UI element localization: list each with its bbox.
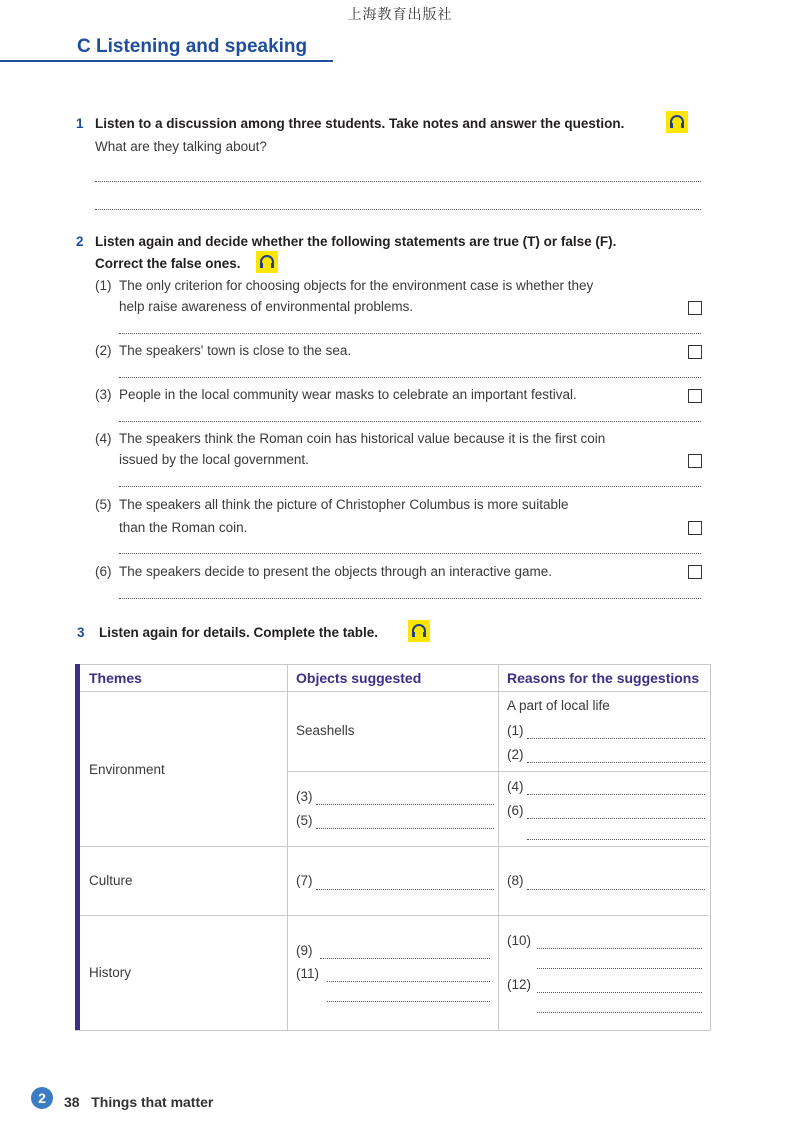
q2-number: 2 [76,234,84,249]
answer-line[interactable] [316,828,494,829]
blank-label: (12) [507,977,532,992]
statement-label: (5) [95,497,112,512]
theme-history: History [89,965,132,980]
page-number: 38 [64,1094,80,1110]
answer-line[interactable] [527,839,705,840]
q2-instruction-2: Correct the false ones. [95,256,241,271]
statement-3 [95,384,577,405]
statement-text: The speakers' town is close to the sea. [119,343,352,358]
q1-prompt: What are they talking about? [95,139,267,154]
answer-line[interactable] [527,818,705,819]
table-divider [80,691,709,692]
answer-line[interactable] [537,1012,702,1013]
headphones-icon[interactable] [666,111,688,133]
answer-line[interactable] [527,889,705,890]
section-title: C Listening and speaking [77,36,308,57]
blank-label: (1) [507,723,524,738]
q1-answer-line[interactable] [95,209,701,210]
publisher-name: 上海教育出版社 [347,7,453,23]
statement-label: (2) [95,343,112,358]
blank-label: (5) [296,813,313,828]
table-divider [288,771,709,772]
q1-answer-line[interactable] [95,181,701,182]
headphones-icon[interactable] [256,251,278,273]
tf-checkbox[interactable] [688,565,702,579]
blank-label: (7) [296,873,313,888]
tf-checkbox[interactable] [688,521,702,535]
table-header: Themes [89,670,142,686]
q1-number: 1 [76,116,84,131]
statement-label: (6) [95,564,112,579]
section-rule [0,60,333,62]
statement-text: The only criterion for choosing objects for the environment case is whether they [119,278,594,293]
statement-text: The speakers all think the picture of Christopher Columbus is more suitable [119,497,569,512]
answer-line[interactable] [537,968,702,969]
statement-text: People in the local community wear masks to celebrate an important festival. [119,387,577,402]
reason-text: A part of local life [507,698,610,713]
statement-label: (4) [95,431,112,446]
statement-label: (1) [95,278,112,293]
blank-label: (8) [507,873,524,888]
answer-line[interactable] [527,794,705,795]
blank-label: (3) [296,789,313,804]
theme-environment: Environment [89,762,165,777]
correction-line[interactable] [119,486,701,487]
answer-line[interactable] [527,762,705,763]
tf-checkbox[interactable] [688,454,702,468]
correction-line[interactable] [119,333,701,334]
blank-label: (4) [507,779,524,794]
table-divider [498,664,499,1030]
q2-instruction: Listen again and decide whether the following statements are true (T) or false (F). [95,234,617,249]
q1-instruction: Listen to a discussion among three students. Take notes and answer the question. [95,116,625,131]
details-table [75,664,711,1031]
page-footer [64,1094,213,1110]
unit-badge: 2 [31,1087,53,1109]
statement-6 [95,561,552,582]
blank-label: (2) [507,747,524,762]
answer-line[interactable] [527,738,705,739]
blank-label: (6) [507,803,524,818]
table-divider [80,846,709,847]
table-header: Reasons for the suggestions [507,670,700,686]
theme-culture: Culture [89,873,133,888]
statement-text: issued by the local government. [119,452,309,467]
table-header: Objects suggested [296,670,422,686]
q3-number: 3 [77,625,85,640]
blank-label: (9) [296,943,313,958]
correction-line[interactable] [119,421,701,422]
tf-checkbox[interactable] [688,389,702,403]
answer-line[interactable] [537,948,702,949]
statement-4 [95,428,605,470]
correction-line[interactable] [119,553,701,554]
tf-checkbox[interactable] [688,301,702,315]
table-accent-bar [75,664,80,1030]
answer-line[interactable] [316,804,494,805]
answer-line[interactable] [327,1001,490,1002]
table-divider [80,915,709,916]
blank-label: (11) [296,966,320,981]
tf-checkbox[interactable] [688,345,702,359]
statement-1 [95,275,593,317]
answer-line[interactable] [537,992,702,993]
statement-2 [95,340,351,361]
statement-text: The speakers think the Roman coin has historical value because it is the first coin [119,431,606,446]
correction-line[interactable] [119,377,701,378]
statement-text: help raise awareness of environmental problems. [119,299,414,314]
correction-line[interactable] [119,598,701,599]
answer-line[interactable] [320,958,490,959]
table-divider [287,664,288,1030]
blank-label: (10) [507,933,532,948]
unit-title: Things that matter [91,1094,214,1110]
statement-text: than the Roman coin. [119,520,248,535]
q3-instruction: Listen again for details. Complete the table. [99,625,379,640]
headphones-icon[interactable] [408,620,430,642]
statement-label: (3) [95,387,112,402]
statement-5 [95,493,568,539]
answer-line[interactable] [327,981,490,982]
object-seashells: Seashells [296,723,355,738]
answer-line[interactable] [316,889,494,890]
statement-text: The speakers decide to present the objects through an interactive game. [119,564,553,579]
